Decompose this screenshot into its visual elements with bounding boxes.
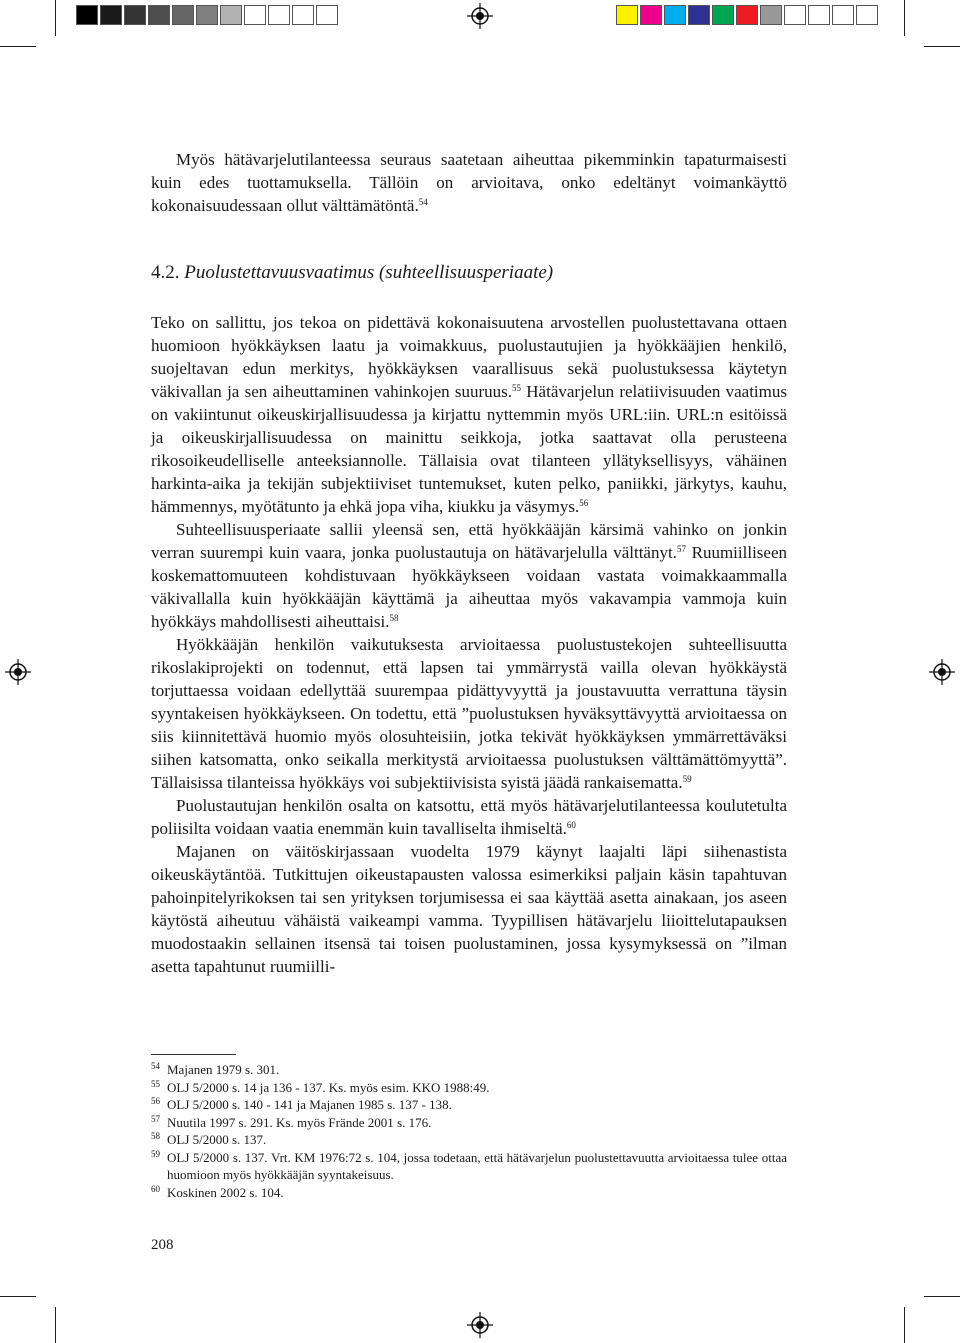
swatch: [244, 5, 266, 25]
footnote-ref[interactable]: 60: [566, 820, 576, 830]
paragraph-text: Hyökkääjän henkilön vaikutuksesta arvioitaessa puolustustekojen suhteellisuutta rikoslakiprojekti on todennut, että lapsen tai ymmärrystä vailla olevan hyökkäystä torjuttaessa voidaan edellyttää suurempaa pidättyvyyttä ja joustavuutta verrattuna täysin syyntakeisen hyökkäykseen. On todettu, että ”puolustuksen hyväksyttävyyttä arvioitaessa on siis kiinnitettävä huomio myös olosuhteisiin, jotka tekivät hyökkäyksen ymmärrettäväksi siihen katsomatta, onko seikalla merkitystä arvioitaessa puolustuksen välttämättömyyttä”. Tällaisissa tilanteissa hyökkäys voi subjektiivisista syistä jäädä rankaisematta.: [151, 635, 787, 792]
footnote: [151, 1096, 787, 1114]
footnote-ref[interactable]: 56: [579, 498, 589, 508]
swatch: [688, 5, 710, 25]
body-paragraph: [151, 311, 787, 518]
swatch: [760, 5, 782, 25]
color-bar-right: [616, 5, 880, 27]
paragraph-text: Suhteellisuusperiaate sallii yleensä sen, että hyökkääjän kärsimä vahinko on jonkin verran suurempi kuin vaara, jonka puolustautuja on hätävarjelulla välttänyt.: [151, 520, 787, 562]
footnote-mark: 55: [151, 1078, 160, 1089]
swatch: [100, 5, 122, 25]
crop-mark: [55, 1307, 56, 1343]
intro-block: [151, 148, 787, 217]
footnote: [151, 1184, 787, 1202]
swatch: [292, 5, 314, 25]
footnote-mark: 59: [151, 1148, 160, 1159]
footnote-text: Koskinen 2002 s. 104.: [167, 1184, 284, 1200]
crop-mark: [924, 46, 960, 47]
registration-mark-icon: [5, 659, 31, 685]
paragraph-text: Majanen on väitöskirjassaan vuodelta 1979 käynyt laajalti läpi siihenastista oikeuskäytäntöä. Tutkittujen oikeustapausten valossa esimerkiksi paljain käsin tapahtuvan pahoinpitelyrikoksen tai sen yrityksen torjumisessa ei saa käyttää asetta ainakaan, jos aseen käytöstä aiheutuu vähäistä vaikeampi vamma. Tyypillisen hätävarjelu liioittelutapauksen muodostaakin sellainen itsensä tai toisen puolustaminen, jossa kysymyksessä on ”ilman asetta tapahtunut ruumiilli-: [151, 842, 787, 976]
paragraph-text: Teko on sallittu, jos tekoa on pidettävä kokonaisuutena arvostellen puolustettavana ottaen huomioon hyökkäyksen laatu ja voimakkuus, puolustautujien ja hyökkääjien henkilö, suojeltavan edun merkitys, hyökkäyksen vaarallisuus sekä puolustuksessa käytetyn väkivallan ja sen aiheuttaminen vahinkojen suuruus.: [151, 313, 787, 401]
registration-mark-icon: [929, 659, 955, 685]
swatch: [784, 5, 806, 25]
footnote-ref[interactable]: 59: [682, 774, 692, 784]
swatch: [172, 5, 194, 25]
swatch: [712, 5, 734, 25]
swatch: [76, 5, 98, 25]
footnote-mark: 54: [151, 1061, 160, 1071]
crop-mark: [924, 1296, 960, 1297]
footnote-mark: 60: [151, 1183, 160, 1194]
swatch: [856, 5, 878, 25]
crop-mark: [55, 0, 56, 36]
swatch: [640, 5, 662, 25]
footnote-ref[interactable]: 54: [418, 197, 428, 207]
swatch: [148, 5, 170, 25]
crop-mark: [0, 1296, 36, 1297]
footnote-ref[interactable]: 55: [512, 383, 522, 393]
swatch: [832, 5, 854, 25]
swatch: [616, 5, 638, 25]
footnote-text: OLJ 5/2000 s. 140 - 141 ja Majanen 1985 s. 137 - 138.: [167, 1097, 452, 1112]
crop-mark: [0, 46, 36, 47]
footnote-text: OLJ 5/2000 s. 14 ja 136 - 137. Ks. myös esim. KKO 1988:49.: [167, 1079, 490, 1095]
swatch: [664, 5, 686, 25]
swatch: [736, 5, 758, 25]
footnote-mark: 56: [151, 1096, 160, 1106]
body-paragraph: [151, 518, 787, 633]
paragraph-text: Puolustautujan henkilön osalta on katsottu, että myös hätävarjelutilanteessa koulutetulta poliisilta voidaan vaatia enemmän kuin tavalliselta ihmiseltä.: [151, 796, 787, 838]
crop-mark: [904, 1307, 905, 1343]
registration-mark-icon: [467, 1312, 493, 1338]
color-bar-left: [76, 5, 340, 27]
footnote-mark: 58: [151, 1131, 160, 1141]
swatch: [196, 5, 218, 25]
footnote: [151, 1131, 787, 1149]
swatch: [220, 5, 242, 25]
section-title: Puolustettavuusvaatimus (suhteellisuusperiaate): [184, 262, 554, 283]
swatch: [808, 5, 830, 25]
footnote-mark: 57: [151, 1113, 160, 1124]
page-number: 208: [151, 1237, 174, 1253]
swatch: [316, 5, 338, 25]
footnote-text: Nuutila 1997 s. 291. Ks. myös Frände 2001 s. 176.: [167, 1114, 432, 1130]
section-heading: [151, 261, 553, 285]
footnote-text: OLJ 5/2000 s. 137. Vrt. KM 1976:72 s. 104, jossa todetaan, että hätävarjelun puolustettavuutta arvioitaessa tulee ottaa huomioon myös hyökkääjän syyntakeisuus.: [167, 1149, 787, 1182]
footnote-separator: [151, 1054, 236, 1055]
crop-mark: [904, 0, 905, 36]
body-paragraph: [151, 794, 787, 840]
intro-paragraph: [151, 148, 787, 217]
body-text: [151, 311, 787, 978]
footnote: [151, 1114, 787, 1132]
footnote-text: OLJ 5/2000 s. 137.: [167, 1132, 267, 1147]
swatch: [124, 5, 146, 25]
body-paragraph: [151, 633, 787, 794]
footnotes: [151, 1061, 787, 1201]
footnote-ref[interactable]: 57: [676, 544, 686, 554]
registration-mark-icon: [467, 3, 493, 29]
footnote-text: Majanen 1979 s. 301.: [167, 1062, 280, 1077]
footnote-ref[interactable]: 58: [389, 613, 399, 623]
body-paragraph: [151, 840, 787, 978]
section-number: 4.2.: [151, 262, 180, 283]
swatch: [268, 5, 290, 25]
paragraph-text: Myös hätävarjelutilanteessa seuraus saatetaan aiheuttaa pikemminkin tapaturmaisesti kuin edes tuottamuksella. Tällöin on arvioitava, onko edeltänyt voimankäyttö kokonaisuudessaan ollut välttämätöntä.: [151, 150, 787, 215]
paragraph-text: Ruumiilliseen koskemattomuuteen kohdistuvaan hyökkäykseen voidaan vastata voimakkaammalla väkivallalla kuin hyökkääjän käyttämä ja aiheuttaa myös vakavampia vammoja kuin hyökkäys mahdollisesti aiheuttaisi.: [151, 543, 787, 631]
footnote: [151, 1079, 787, 1097]
footnote: [151, 1149, 787, 1184]
footnote: [151, 1061, 787, 1079]
paragraph-text: Hätävarjelun relatiivisuuden vaatimus on vakiintunut oikeuskirjallisuudessa ja kirjattu nyttemmin myös URL:iin. URL:n esitöissä ja oikeuskirjallisuudessa on mainittu seikkoja, jotka saattavat olla perusteena rikosoikeudelliselle anteeksiannolle. Tällaisia ovat tilanteen yllätyksellisyys, vähäinen harkinta-aika ja tekijän subjektiiviset tuntemukset, kuten pelko, paniikki, järkytys, kauhu, hämmennys, myötätunto ja ehkä jopa viha, kiukku ja väsymys.: [151, 382, 787, 516]
